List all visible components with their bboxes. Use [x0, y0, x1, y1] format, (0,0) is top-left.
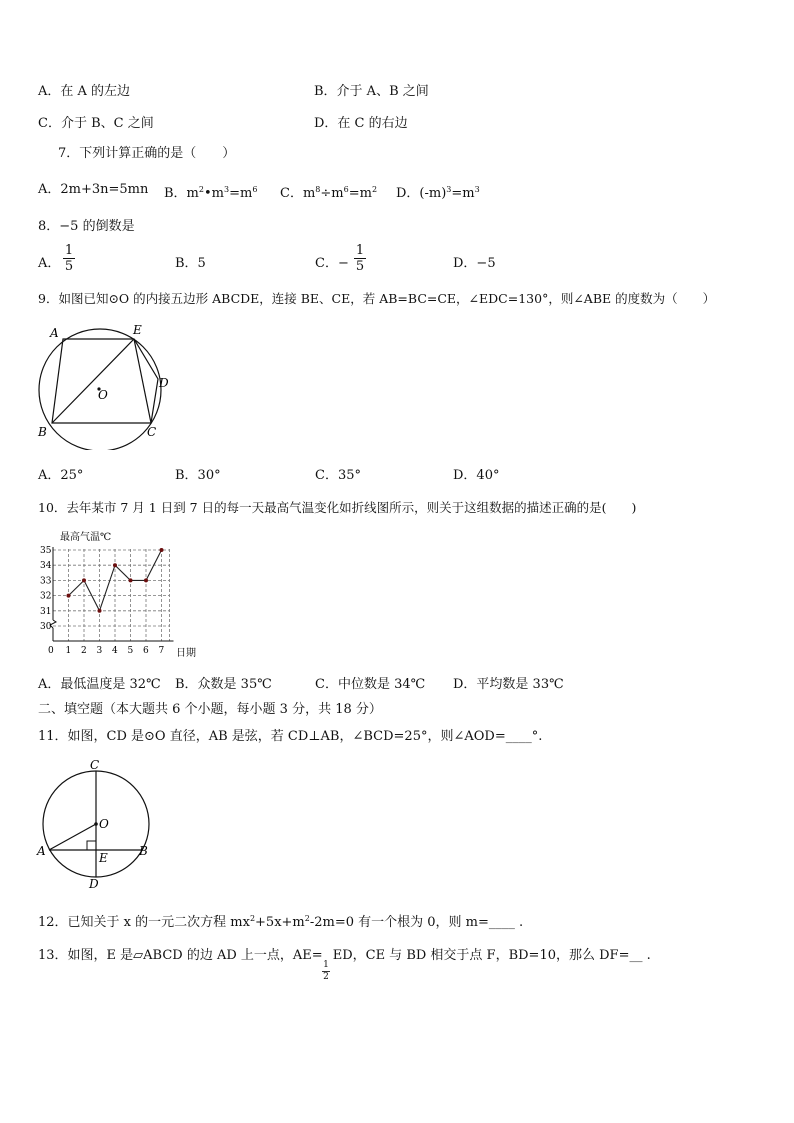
chart-x-tick-label: 3 [96, 646, 103, 656]
q9-stem: 9．如图已知⊙O 的内接五边形 ABCDE，连接 BE、CE，若 AB=BC=CE，∠EDC=130°，则∠ABE 的度数为（ ） [38, 291, 716, 306]
q9-option-a: A．25° [38, 468, 84, 483]
q11-right-angle-mark [87, 841, 96, 850]
chart-x-tick-label: 1 [65, 646, 72, 656]
q7-option-d: D．$(-m)^3=m^3$ [396, 185, 480, 201]
q8-option-a-fraction: 1 5 [64, 243, 74, 274]
q11-label-c: C [90, 758, 100, 772]
q13-stem: 13．如图，E 是▱ABCD 的边 AD 上一点，AE= ED，CE 与 BD 相交于点 F，BD=10，那么 DF=__ . [38, 948, 651, 963]
chart-x-tick-label: 4 [112, 646, 118, 656]
q10-option-b: B．众数是 35℃ [175, 677, 272, 692]
q11-label-o: O [99, 817, 109, 831]
chart-xlabel: 日期 [176, 648, 196, 659]
q9-segment-ce [134, 339, 151, 423]
q9-label-e: E [133, 323, 142, 337]
chart-data-point [98, 609, 102, 613]
chart-data-point [160, 548, 164, 552]
section2-heading: 二、填空题（本大题共 6 个小题，每小题 3 分，共 18 分） [38, 702, 382, 717]
q11-label-b: B [139, 844, 148, 858]
q9-label-o: O [98, 388, 108, 402]
chart-y-tick-label: 35 [40, 546, 52, 556]
q11-label-d: D [89, 877, 99, 890]
q9-segment-be [52, 339, 134, 423]
q11-label-e: E [99, 851, 108, 865]
chart-y-tick-label: 31 [40, 606, 52, 617]
chart-ylabel: 最高气温℃ [60, 532, 112, 543]
chart-x-tick-label: 2 [81, 646, 87, 656]
q10-line-chart [38, 528, 208, 662]
q6-option-d: D．在 C 的右边 [314, 116, 408, 131]
chart-data-point [144, 578, 148, 582]
chart-x-tick-label: 0 [48, 646, 54, 656]
q11-stem: 11．如图，CD 是⊙O 直径，AB 是弦，若 CD⊥AB，∠BCD=25°，则∠AOD=____°. [38, 729, 543, 744]
chart-x-tick-label: 6 [143, 646, 149, 656]
chart-data-point [113, 563, 117, 567]
q10-stem: 10．去年某市 7 月 1 日到 7 日的每一天最高气温变化如折线图所示，则关于这组数据的描述正确的是( ) [38, 500, 637, 515]
q9-label-d: D [159, 376, 169, 390]
chart-y-tick-label: 34 [40, 561, 52, 572]
q11-segment-ao [49, 824, 96, 850]
chart-y-tick-label: 30 [40, 622, 52, 632]
q9-figure [30, 318, 180, 450]
chart-x-tick-label: 7 [158, 646, 165, 656]
q6-option-a: A．在 A 的左边 [38, 84, 131, 99]
q8-option-a-label: A． [38, 256, 61, 271]
q7-option-a: A．2m+3n=5mn [38, 182, 149, 197]
chart-grid [53, 549, 170, 641]
q8-option-c-fraction: 1 5 [355, 243, 365, 274]
chart-y-tick-label: 33 [40, 576, 52, 587]
q10-option-c: C．中位数是 34℃ [315, 677, 426, 692]
q6-option-c: C．介于 B、C 之间 [38, 116, 154, 131]
q11-figure [34, 756, 152, 890]
chart-y-tick-label: 32 [40, 591, 52, 602]
q7-stem: 7．下列计算正确的是（ ） [58, 146, 236, 161]
q9-option-c: C．35° [315, 468, 361, 483]
q7-option-b: B．$m^2•m^3=m^6$ [164, 185, 258, 201]
q9-label-b: B [38, 425, 47, 439]
q12-stem: 12．已知关于 x 的一元二次方程 $mx^2+5x+m^2-2m=0$ 有一个根为 0，则 m=____ . [38, 914, 524, 930]
q10-option-d: D．平均数是 33℃ [453, 677, 564, 692]
q9-option-d: D．40° [453, 468, 500, 483]
chart-data-point [82, 578, 86, 582]
chart-data-point [67, 594, 71, 598]
q8-option-c-label: C．− [315, 256, 349, 271]
q8-option-b: B．5 [175, 256, 206, 271]
q7-option-c: C．$m^8\div m^6=m^2$ [280, 185, 378, 201]
q6-option-b: B．介于 A、B 之间 [314, 84, 429, 99]
q11-label-a: A [37, 844, 46, 858]
q8-stem: 8．−5 的倒数是 [38, 219, 135, 234]
q9-option-b: B．30° [175, 468, 221, 483]
q10-option-a: A．最低温度是 32℃ [38, 677, 161, 692]
chart-x-tick-label: 5 [127, 646, 134, 656]
q9-label-c: C [147, 425, 157, 439]
q9-label-a: A [50, 326, 59, 340]
q11-center-dot [94, 822, 98, 826]
q8-option-d: D．−5 [453, 256, 496, 271]
q13-fraction: 1 2 [323, 960, 329, 982]
chart-data-point [129, 578, 133, 582]
